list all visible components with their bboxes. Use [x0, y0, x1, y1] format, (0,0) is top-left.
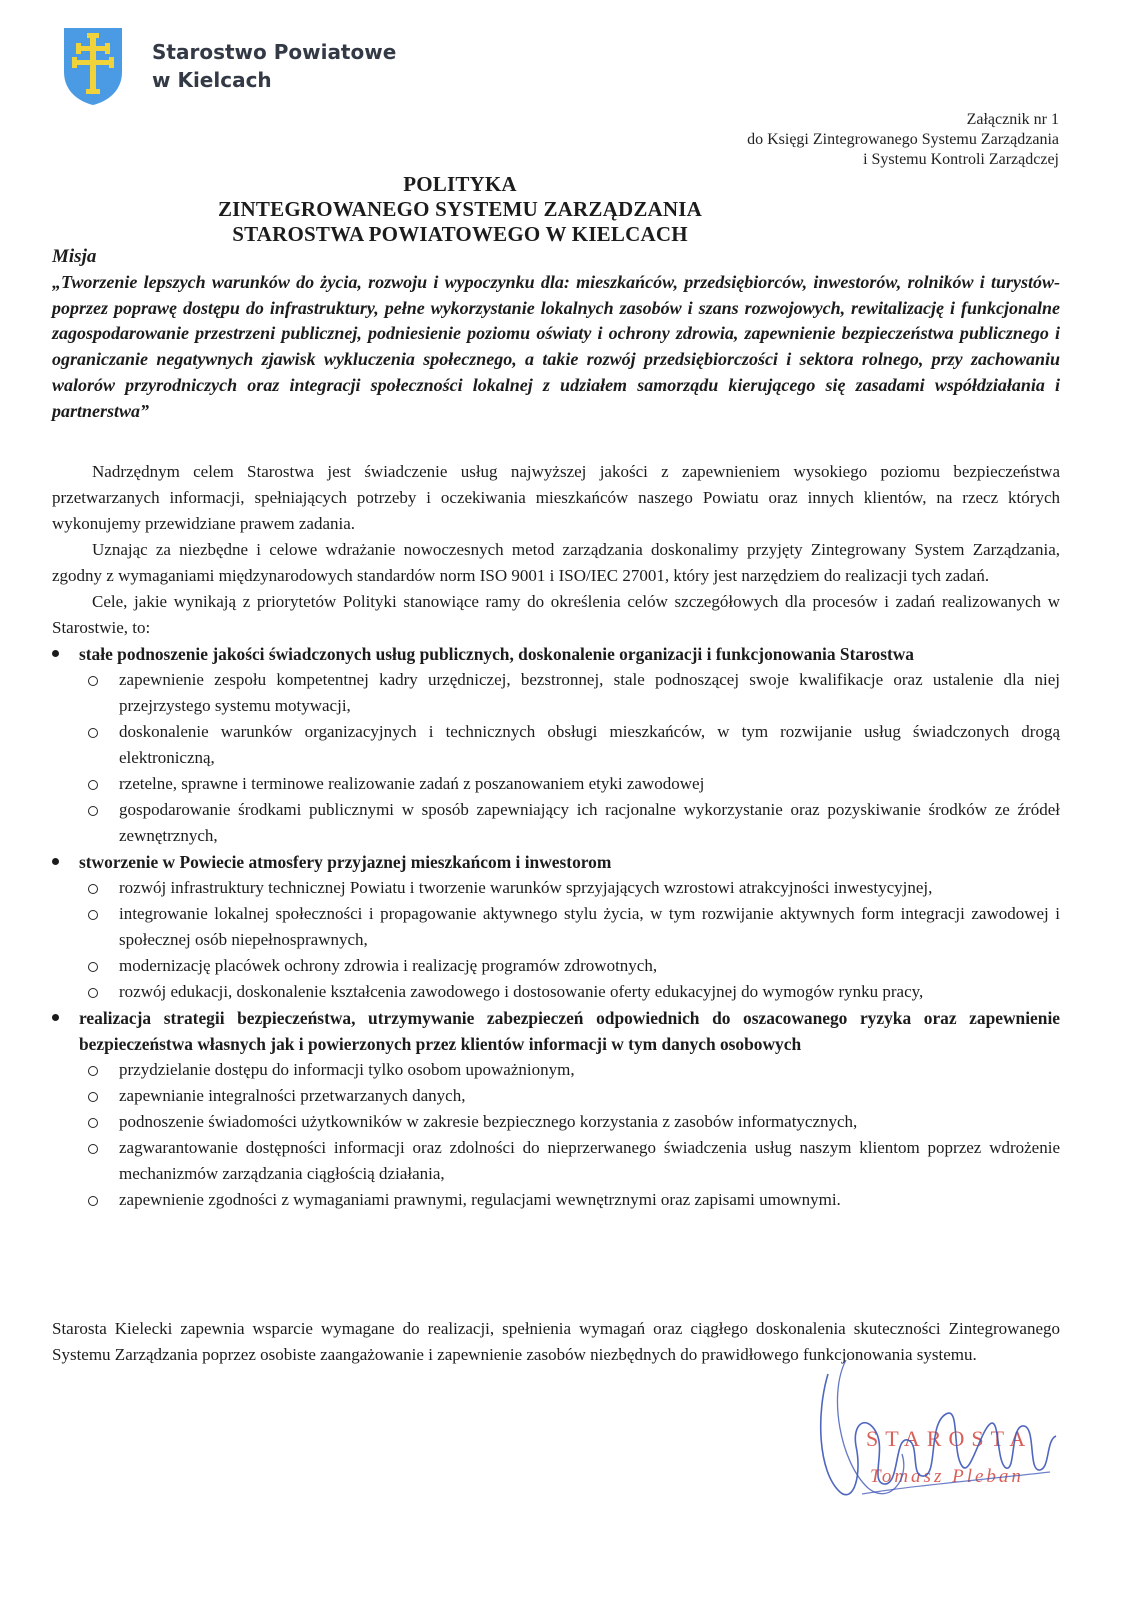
- list-item: [79, 667, 1060, 719]
- list-item-text: modernizację placówek ochrony zdrowia i realizację programów zdrowotnych,: [119, 956, 658, 975]
- title-line3: STAROSTWA POWIATOWEGO W KIELCACH: [232, 222, 688, 246]
- closing-statement: Starosta Kielecki zapewnia wsparcie wymagane do realizacji, spełnienia wymagań oraz ciągłego doskonalenia skuteczności Zintegrowanego Systemu Zarządzania poprzez osobiste zaangażowanie i zapewnienie zasobów niezbędnych do prawidłowego funkcjonowania systemu.: [52, 1319, 1060, 1364]
- list-item: [79, 771, 1060, 797]
- signature-stamp: [810, 1354, 1070, 1504]
- list-item: [79, 1083, 1060, 1109]
- mission-heading: Misja: [52, 246, 97, 267]
- list-item-text: integrowanie lokalnej społeczności i propagowanie aktywnego stylu życia, w tym rozwijanie aktywnych form integracji zawodowej i społecznej osób niepełnosprawnych,: [119, 904, 1060, 949]
- goal-subitems: [79, 875, 1060, 1005]
- list-item-text: podnoszenie świadomości użytkowników w zakresie bezpiecznego korzystania z zasobów informatycznych,: [119, 1112, 858, 1131]
- circle-bullet-icon: [88, 1092, 98, 1102]
- circle-bullet-icon: [88, 1196, 98, 1206]
- circle-bullet-icon: [88, 988, 98, 998]
- document-title: [110, 172, 810, 247]
- list-item: [79, 1187, 1060, 1213]
- bullet-icon: [52, 650, 59, 657]
- goal-title: stałe podnoszenie jakości świadczonych usług publicznych, doskonalenie organizacji i funkcjonowania Starostwa: [79, 644, 915, 664]
- org-name-line2: w Kielcach: [152, 68, 272, 92]
- circle-bullet-icon: [88, 676, 98, 686]
- coat-of-arms-icon: [62, 26, 124, 106]
- list-item-text: doskonalenie warunków organizacyjnych i technicznych obsługi mieszkańców, w tym rozwijanie usług świadczonych drogą elektroniczną,: [119, 722, 1060, 767]
- circle-bullet-icon: [88, 962, 98, 972]
- list-item-text: zapewnienie zgodności z wymaganiami prawnymi, regulacjami wewnętrznymi oraz zapisami umownymi.: [119, 1190, 841, 1209]
- list-item-text: gospodarowanie środkami publicznymi w sposób zapewniający ich racjonalne wykorzystanie oraz pozyskiwanie środków ze źródeł zewnętrznych,: [119, 800, 1060, 845]
- list-item: [79, 901, 1060, 953]
- goal-subitems: [79, 1057, 1060, 1213]
- circle-bullet-icon: [88, 1066, 98, 1076]
- policy-body: [52, 459, 1060, 1213]
- goal-item: [52, 849, 1060, 1005]
- list-item: [79, 1057, 1060, 1083]
- circle-bullet-icon: [88, 780, 98, 790]
- goal-title: stworzenie w Powiecie atmosfery przyjaznej mieszkańcom i inwestorom: [79, 852, 612, 872]
- list-item: [79, 797, 1060, 849]
- list-item: [79, 953, 1060, 979]
- goal-subitems: [79, 667, 1060, 849]
- mission-text: „Tworzenie lepszych warunków do życia, rozwoju i wypoczynku dla: mieszkańców, przedsiębiorców, inwestorów, rolników i turystów-poprzez poprawę dostępu do infrastruktury, pełne wykorzystanie lokalnych zasobów i szans rozwojowych, rewitalizację i funkcjonalne zagospodarowanie przestrzeni publicznej, podniesienie poziomu oświaty i ochrony zdrowia, zapewnienie bezpieczeństwa publicznego i ograniczanie negatywnych zjawisk wykluczenia społecznego, a takie rozwój przedsiębiorczości i sektora rolnego, przy zachowaniu walorów przyrodniczych oraz integracji społeczności lokalnej z udziałem samorządu kierującego się zasadami współdziałania i partnerstwa”: [52, 272, 1060, 421]
- list-item-text: rzetelne, sprawne i terminowe realizowanie zadań z poszanowaniem etyki zawodowej: [119, 774, 705, 793]
- annex-line3: i Systemu Kontroli Zarządczej: [863, 151, 1059, 168]
- list-item-text: zapewnienie zespołu kompetentnej kadry urzędniczej, bezstronnej, stale podnoszącej swoje kwalifikacje oraz ustalenie dla niej przejrzystego systemu motywacji,: [119, 670, 1060, 715]
- bullet-icon: [52, 1014, 59, 1021]
- list-item-text: przydzielanie dostępu do informacji tylko osobom upoważnionym,: [119, 1060, 575, 1079]
- list-item: [79, 1135, 1060, 1187]
- list-item-text: zapewnianie integralności przetwarzanych danych,: [119, 1086, 466, 1105]
- list-item-text: zagwarantowanie dostępności informacji oraz zdolności do nieprzerwanego świadczenia usług naszym klientom poprzez wdrożenie mechanizmów zarządzania ciągłością działania,: [119, 1138, 1060, 1183]
- letterhead: [62, 26, 396, 106]
- goal-item: [52, 1005, 1060, 1213]
- circle-bullet-icon: [88, 806, 98, 816]
- paragraph-main-goal: Nadrzędnym celem Starostwa jest świadczenie usług najwyższej jakości z zapewnieniem wysokiego poziomu bezpieczeństwa przetwarzanych informacji, spełniających potrzeby i oczekiwania mieszkańców naszego Powiatu oraz innych klientów, na rzecz których wykonujemy przewidziane prawem zadania.: [52, 462, 1060, 533]
- list-item-text: rozwój infrastruktury technicznej Powiatu i tworzenie warunków sprzyjających wzrostowi atrakcyjności inwestycyjnej,: [119, 878, 933, 897]
- paragraph-standards: Uznając za niezbędne i celowe wdrażanie nowoczesnych metod zarządzania doskonalimy przyjęty Zintegrowany System Zarządzania, zgodny z wymaganiami międzynarodowych standardów norm ISO 9001 i ISO/IEC 27001, który jest narzędziem do realizacji tych zadań.: [52, 540, 1060, 585]
- circle-bullet-icon: [88, 910, 98, 920]
- goal-title: realizacja strategii bezpieczeństwa, utrzymywanie zabezpieczeń odpowiednich do oszacowanego ryzyka oraz zapewnienie bezpieczeństwa własnych jak i powierzonych przez klientów informacji w tym danych osobowych: [79, 1008, 1060, 1054]
- paragraph-goals-intro: Cele, jakie wynikają z priorytetów Polityki stanowiące ramy do określenia celów szczegółowych dla procesów i zadań realizowanych w Starostwie, to:: [52, 592, 1060, 637]
- org-name-line1: Starostwo Powiatowe: [152, 40, 397, 64]
- title-line2: ZINTEGROWANEGO SYSTEMU ZARZĄDZANIA: [217, 197, 703, 221]
- list-item: [79, 979, 1060, 1005]
- list-item-text: rozwój edukacji, doskonalenie kształcenia zawodowego i dostosowanie oferty edukacyjnej do wymogów rynku pracy,: [119, 982, 924, 1001]
- goal-item: [52, 641, 1060, 849]
- circle-bullet-icon: [88, 1118, 98, 1128]
- bullet-icon: [52, 858, 59, 865]
- stamp-name: Tomasz Pleban: [870, 1466, 1024, 1487]
- list-item: [79, 1109, 1060, 1135]
- circle-bullet-icon: [88, 728, 98, 738]
- list-item: [79, 719, 1060, 771]
- goals-list: [52, 641, 1060, 1213]
- stamp-role: STAROSTA: [866, 1426, 1033, 1451]
- circle-bullet-icon: [88, 1144, 98, 1154]
- org-name: [152, 38, 396, 94]
- title-line1: POLITYKA: [403, 172, 517, 196]
- annex-line2: do Księgi Zintegrowanego Systemu Zarządzania: [747, 131, 1059, 148]
- list-item: [79, 875, 1060, 901]
- annex-note: [639, 110, 1059, 170]
- annex-line1: Załącznik nr 1: [966, 111, 1059, 128]
- circle-bullet-icon: [88, 884, 98, 894]
